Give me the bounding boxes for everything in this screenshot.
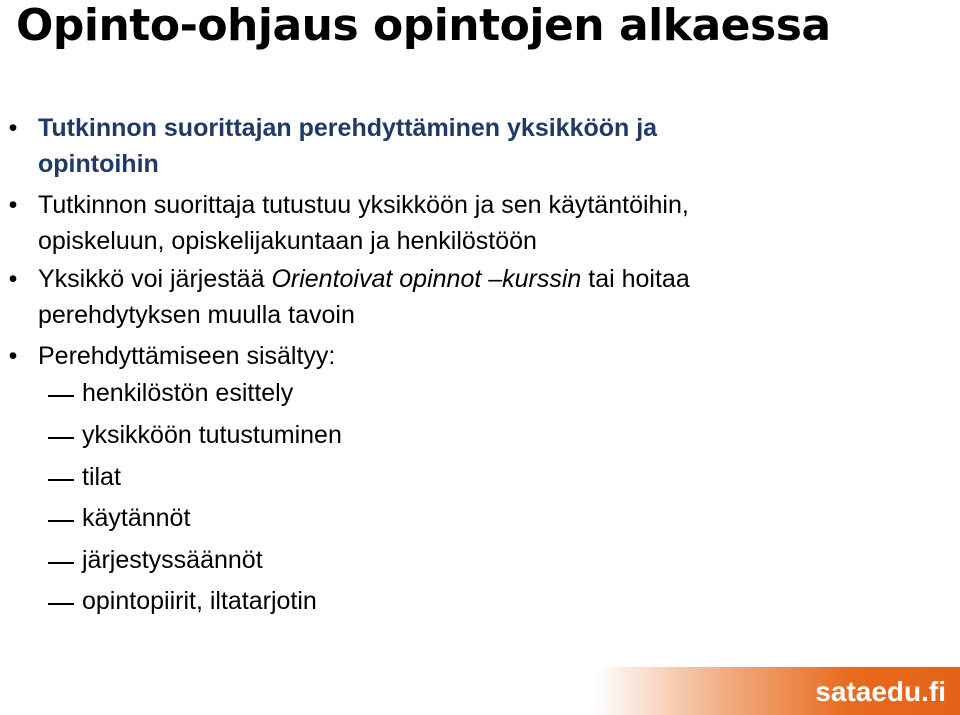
bullet-text-line: opiskeluun, opiskelijakuntaan ja henkilöstöön — [38, 227, 537, 255]
bullet-text-line: opintoihin — [38, 150, 159, 178]
dash-marker — [48, 603, 74, 605]
dash-marker — [48, 562, 74, 564]
bullet-text-line: Tutkinnon suorittajan perehdyttäminen yksikköön ja — [38, 114, 658, 142]
sub-item-text: henkilöstön esittely — [82, 379, 294, 407]
bullet-item-familiarization — [8, 187, 689, 259]
dash-marker — [48, 479, 74, 481]
bullet-item-introduction — [8, 110, 658, 182]
brand-logo: sataedu.fi — [815, 676, 946, 707]
sub-item — [82, 542, 263, 578]
bullet-text-line: perehdytyksen muulla tavoin — [38, 301, 355, 329]
bullet-item-orientation-course — [8, 261, 690, 333]
bullet-marker: • — [8, 114, 18, 142]
sub-item-text: yksikköön tutustuminen — [82, 421, 342, 449]
bullet-text-line — [38, 261, 690, 297]
dash-marker — [48, 520, 74, 522]
bullet-text-line: Tutkinnon suorittaja tutustuu yksikköön ja sen käytäntöihin, — [38, 191, 689, 219]
text-segment: tai hoitaa — [581, 265, 690, 293]
text-segment: Yksikkö voi järjestää — [38, 265, 272, 293]
dash-marker — [48, 437, 74, 439]
bullet-marker: • — [8, 265, 18, 293]
bullet-text-line: Perehdyttämiseen sisältyy: — [38, 342, 336, 370]
sub-item — [82, 459, 121, 495]
sub-item — [82, 375, 293, 411]
course-name: Orientoivat opinnot –kurssin — [271, 265, 582, 293]
sub-item-text: opintopiirit, iltatarjotin — [82, 587, 317, 615]
sub-item — [82, 583, 317, 619]
sub-item-text: käytännöt — [82, 504, 191, 532]
bullet-item-contents — [8, 338, 336, 374]
sub-item — [82, 500, 190, 536]
bullet-marker: • — [8, 191, 18, 219]
brand-logo-band — [595, 667, 960, 715]
sub-item-text: tilat — [82, 463, 121, 491]
slide-title: Opinto-ohjaus opintojen alkaessa — [16, 0, 831, 51]
dash-marker — [48, 395, 74, 397]
sub-item — [82, 417, 342, 453]
bullet-marker: • — [8, 342, 18, 370]
sub-item-text: järjestyssäännöt — [82, 546, 263, 574]
